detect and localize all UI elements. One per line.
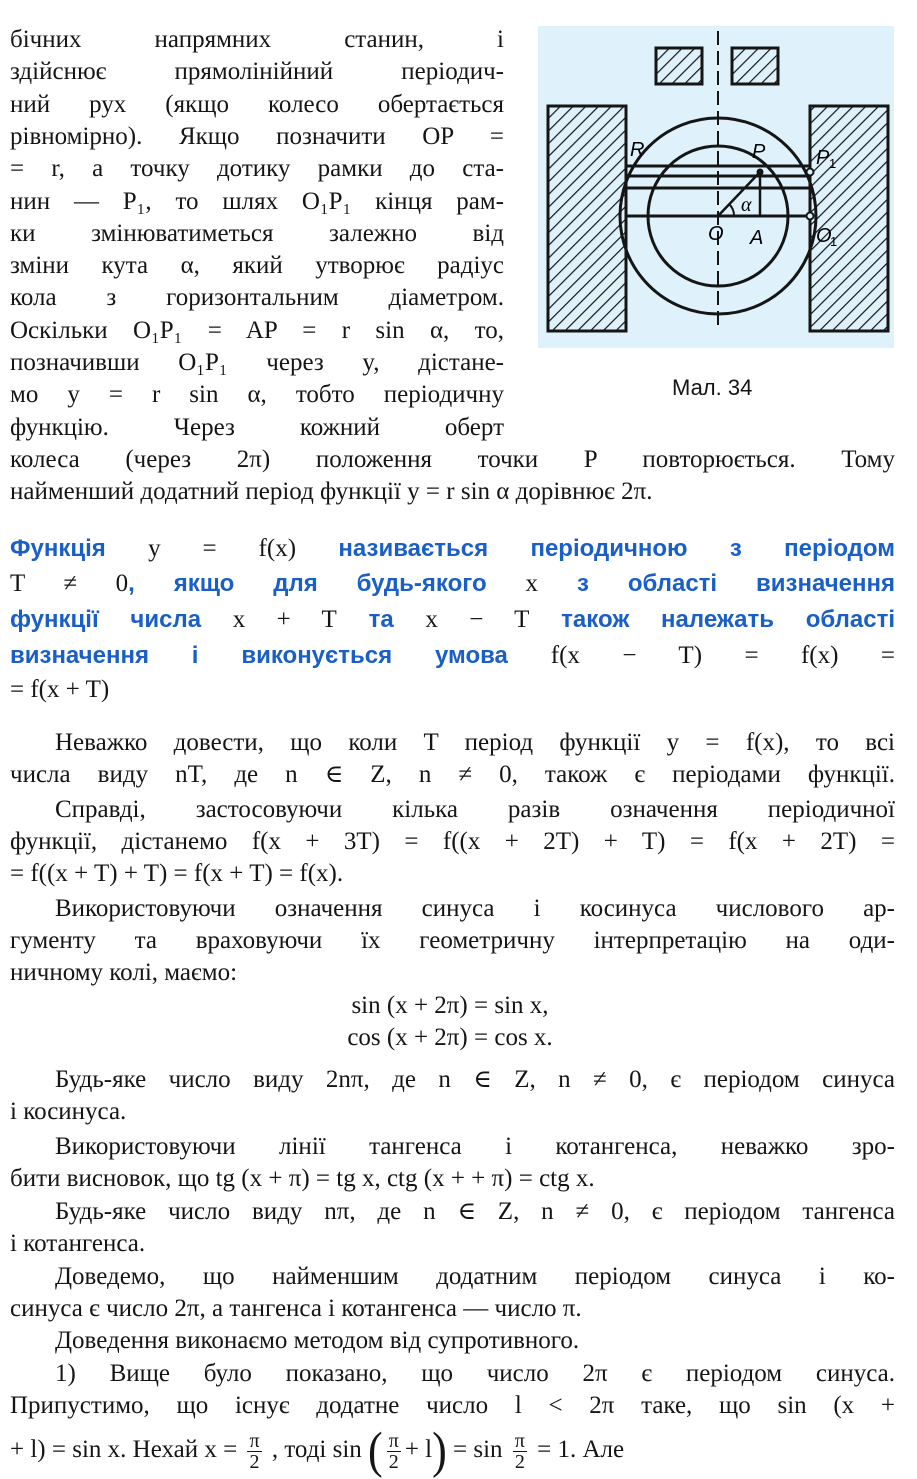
text-line: функцію. Через кожний оберт: [10, 413, 504, 441]
mechanism-diagram: [538, 26, 894, 348]
text-line: колеса (через 2π) положення точки P повторюється. Тому: [10, 446, 895, 473]
point-p: [757, 169, 764, 176]
figure-caption: Мал. 34: [672, 375, 753, 400]
definition-line-2: T ≠ 0, якщо для будь-якого x з області визначення: [10, 570, 895, 597]
text-line: = r, а точку дотику рамки до ста-: [10, 155, 504, 183]
text-line: Припустимо, що існує додатне число l < 2π таке, що sin (x +: [10, 1392, 895, 1419]
angle-arc: [729, 204, 734, 216]
definition-line-3: функції числа x + T та x − T також належать області: [10, 606, 896, 633]
text-line: нин — P₁, то шлях O₁P₁ кінця рам-: [10, 187, 504, 215]
text-line: Оскільки O₁P₁ = AP = r sin α, то,: [10, 316, 504, 344]
left-guide: [548, 106, 626, 331]
label-a: A: [750, 227, 764, 249]
text-line: Використовуючи лінії тангенса і котангенса, неважко зро-: [55, 1133, 895, 1160]
formula-sin: sin (x + 2π) = sin x,: [351, 992, 549, 1019]
text-line: рівномірно). Якщо позначити OP =: [10, 122, 504, 150]
top-right-block: [732, 48, 778, 84]
label-alpha: α: [741, 194, 752, 216]
text-line: функції, дістанемо f(x + 3T) = f((x + 2T) + T) = f(x + 2T) =: [10, 828, 895, 855]
text-line: зміни кута α, який утворює радіус: [10, 252, 504, 280]
text-line: = f((x + T) + T) = f(x + T) = f(x).: [10, 860, 344, 887]
text-line: здійснює прямолінійний періодич-: [10, 58, 504, 86]
definition-line-1: Функція y = f(x) називається періодичною з періодом: [10, 535, 896, 562]
text-line: позначивши O₁P₁ через y, дістане-: [10, 349, 504, 376]
text-line: Доведемо, що найменшим додатним періодом синуса і ко-: [55, 1263, 895, 1290]
fraction-pi-over-2: $\frac{\pi}{2}$: [249, 1429, 260, 1473]
text-line: і котангенса.: [10, 1230, 146, 1257]
text-line: Неважко довести, що коли T період функції y = f(x), то всі: [55, 729, 895, 756]
point-p1: [807, 169, 814, 176]
text-line: числа виду nT, де n ∈ Z, n ≠ 0, також є періодами функції.: [10, 761, 895, 788]
fraction-pi-over-2-c: $\frac{\pi}{2}$: [514, 1429, 525, 1473]
text-line: ничному колі, маємо:: [10, 959, 238, 986]
text-line: Використовуючи означення синуса і косинуса числового ар-: [55, 895, 895, 922]
label-p: P: [752, 141, 766, 163]
label-p1-sub: 1: [829, 156, 837, 171]
last-line-with-fractions: + l) = sin x. Нехай x = $\frac{\pi}{2}$ , тоді sin ( $\frac{\pi}{2}$ + l) = sin $\frac{\pi}{2}$ = 1. Але: [10, 1422, 625, 1479]
label-p1: P: [816, 147, 830, 169]
text-line: найменший додатний період функції y = r sin α дорівнює 2π.: [10, 478, 653, 506]
text-line: гументу та враховуючи їх геометричну інтерпретацію на оди-: [10, 927, 895, 954]
right-guide: [810, 106, 888, 331]
label-o: O: [708, 223, 724, 245]
radius-op: [718, 172, 760, 216]
text-line: Доведення виконаємо методом від супротивного.: [55, 1327, 580, 1354]
definition-line-4: визначення і виконується умова f(x − T) = f(x) =: [10, 642, 895, 669]
text-line: ки змінюватиметься залежно від: [10, 219, 504, 247]
text-line: і косинуса.: [10, 1098, 127, 1125]
text-line: Будь-яке число виду nπ, де n ∈ Z, n ≠ 0, є періодом тангенса: [55, 1198, 895, 1225]
fraction-pi-over-2-b: $\frac{\pi}{2}$: [388, 1429, 399, 1473]
label-r: R: [630, 139, 645, 161]
figure-mal-34: [538, 26, 894, 348]
definition-line-5: = f(x + T): [10, 676, 110, 703]
text-line: Будь-яке число виду 2nπ, де n ∈ Z, n ≠ 0, є періодом синуса: [55, 1066, 895, 1093]
label-o1-sub: 1: [830, 234, 838, 249]
text-line: Справді, застосовуючи кілька разів означення періодичної: [55, 796, 895, 823]
text-line: синуса є число 2π, а тангенса і котангенса — число π.: [10, 1295, 582, 1322]
top-left-block: [656, 48, 702, 84]
text-line: бічних напрямних станин, і: [10, 26, 504, 53]
label-o1: O: [816, 225, 832, 247]
text-line: ний рух (якщо колесо обертається: [10, 90, 504, 118]
text-line: кола з горизонтальним діаметром.: [10, 284, 504, 312]
point-o1: [807, 213, 814, 220]
text-line: мо y = r sin α, тобто періодичну: [10, 381, 504, 409]
text-line: бити висновок, що tg (x + π) = tg x, ctg (x + + π) = ctg x.: [10, 1165, 595, 1192]
text-line: 1) Вище було показано, що число 2π є періодом синуса.: [55, 1360, 895, 1387]
formula-cos: cos (x + 2π) = cos x.: [347, 1024, 553, 1051]
